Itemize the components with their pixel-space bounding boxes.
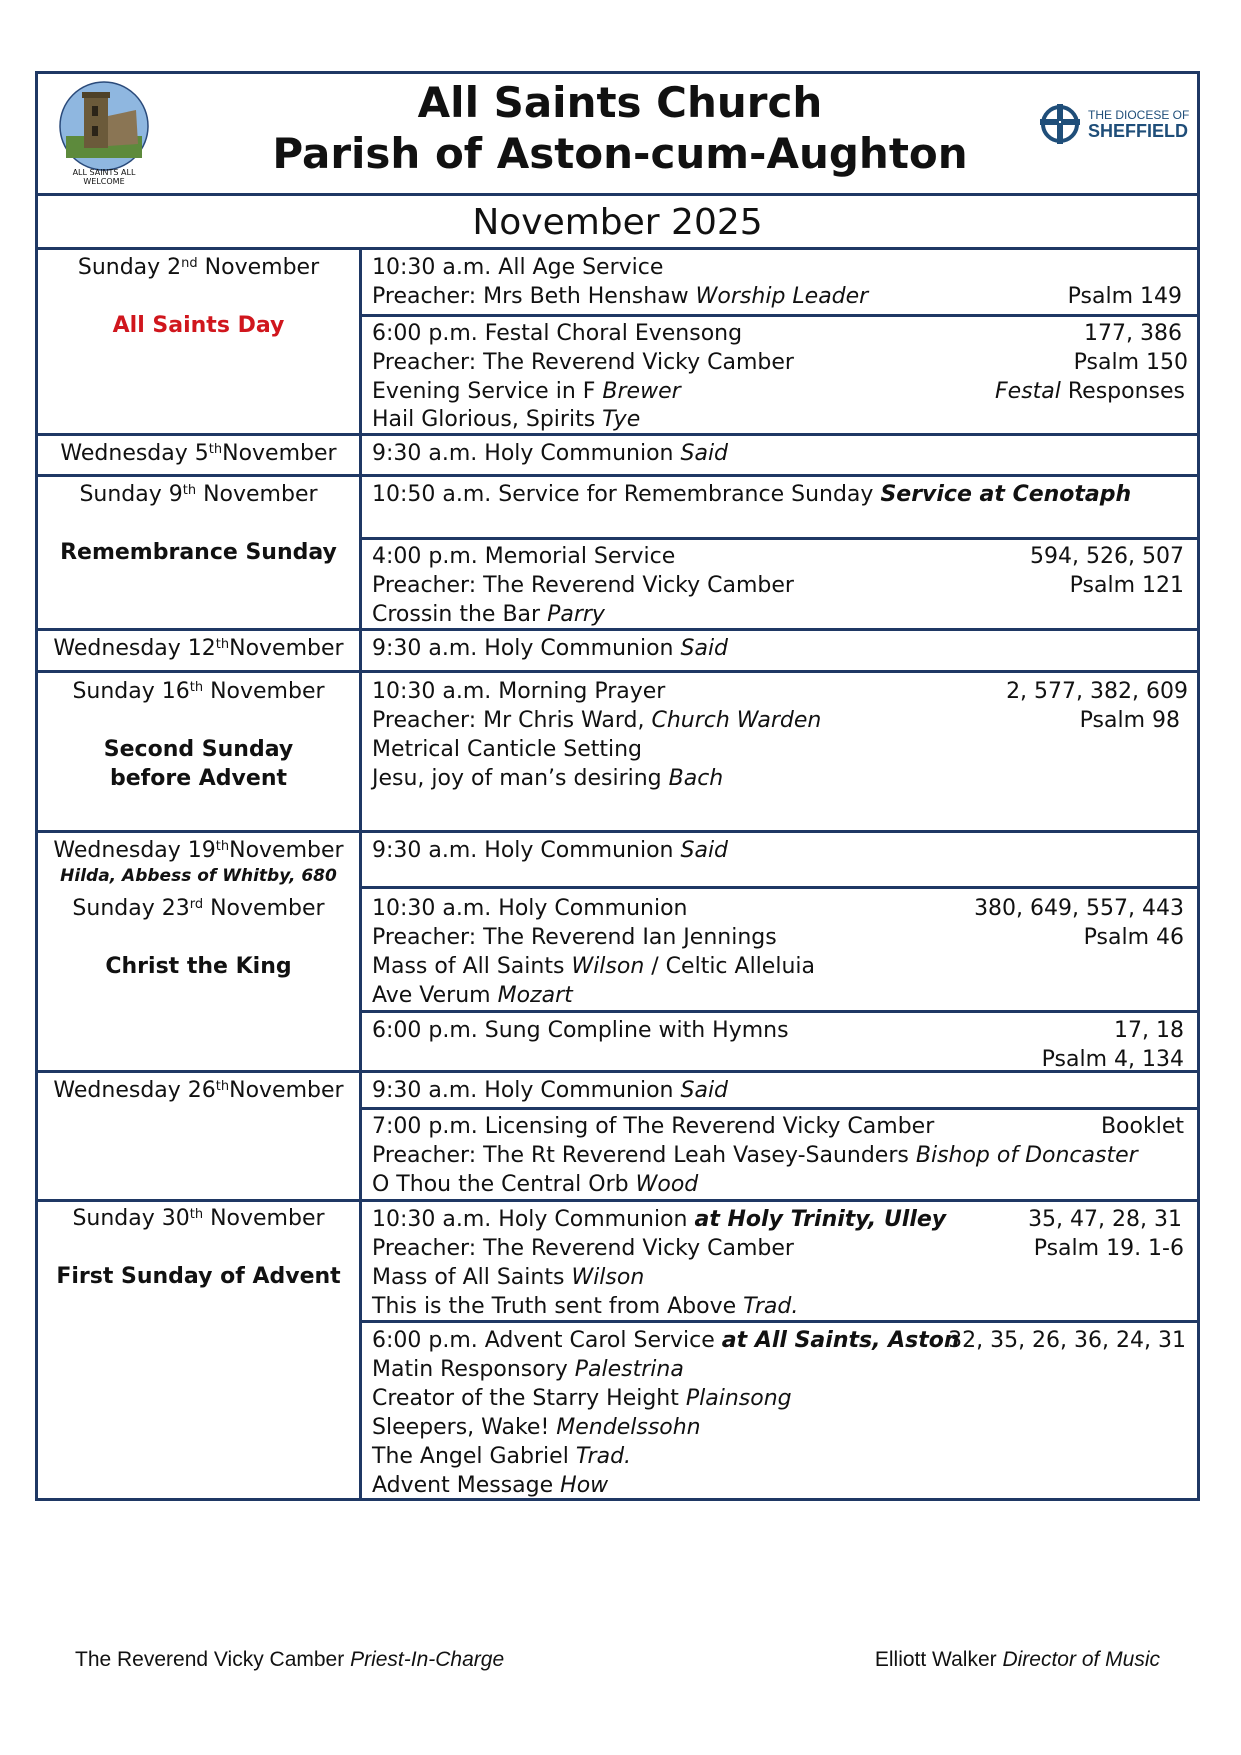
row-divider — [35, 830, 1200, 833]
service-time-title: 10:30 a.m. Holy Communion — [372, 896, 688, 921]
preacher: Preacher: The Reverend Vicky Camber — [372, 1236, 794, 1261]
service-time-title: 10:30 a.m. All Age Service — [372, 255, 664, 280]
psalm: Psalm 19. 1-6 — [1033, 1236, 1184, 1261]
row-divider — [35, 474, 1200, 477]
music-setting: Evening Service in F Brewer — [372, 379, 681, 404]
feast-title: Christ the King — [105, 954, 292, 979]
anthem: O Thou the Central Orb Wood — [372, 1172, 699, 1197]
music-setting: Mass of All Saints Wilson — [372, 1265, 645, 1290]
divider — [35, 247, 1200, 250]
anthem: This is the Truth sent from Above Trad. — [372, 1294, 799, 1319]
feast-title: Second Sunday — [103, 737, 294, 762]
hymn-numbers: 380, 649, 557, 443 — [974, 896, 1184, 921]
preacher: Preacher: The Reverend Ian Jennings — [372, 925, 777, 950]
music-item: The Angel Gabriel Trad. — [372, 1444, 632, 1469]
row-divider — [35, 670, 1200, 673]
anthem: Hail Glorious, Spirits Tye — [372, 407, 641, 432]
music-setting: Mass of All Saints Wilson / Celtic Alleluia — [372, 954, 815, 979]
hymn-numbers: 2, 577, 382, 609 — [1006, 679, 1188, 704]
day-date: Sunday 23rd November — [72, 896, 325, 921]
psalm: Psalm 46 — [1083, 925, 1184, 950]
diocese-line2: SHEFFIELD — [1088, 121, 1189, 141]
service-time-title: 10:50 a.m. Service for Remembrance Sunday Service at Cenotaph — [372, 482, 1132, 507]
day-date: Sunday 9th November — [79, 482, 318, 507]
music-item: Creator of the Starry Height Plainsong — [372, 1386, 792, 1411]
day-date: Sunday 30th November — [72, 1206, 325, 1231]
service-divider — [359, 537, 1200, 540]
service-time-title: 9:30 a.m. Holy Communion Said — [372, 636, 729, 661]
anthem: Ave Verum Mozart — [372, 983, 573, 1008]
day-date: Wednesday 5thNovember — [60, 441, 337, 466]
anthem: Jesu, joy of man’s desiring Bach — [372, 766, 724, 791]
service-time-title: 9:30 a.m. Holy Communion Said — [372, 441, 729, 466]
row-divider — [35, 628, 1200, 631]
music-item: Sleepers, Wake! Mendelssohn — [372, 1415, 701, 1440]
anthem: Crossin the Bar Parry — [372, 602, 605, 627]
service-time-title: 7:00 p.m. Licensing of The Reverend Vicky Camber — [372, 1114, 935, 1139]
diocese-cross-icon — [1038, 102, 1082, 146]
commemoration-note: Hilda, Abbess of Whitby, 680 — [60, 866, 337, 886]
service-time-title: 10:30 a.m. Morning Prayer — [372, 679, 666, 704]
service-time-title: 9:30 a.m. Holy Communion Said — [372, 1078, 729, 1103]
service-divider — [359, 886, 1200, 889]
day-date: Wednesday 19thNovember — [53, 838, 344, 863]
parish-name: Parish of Aston-cum-Aughton — [272, 129, 968, 178]
divider — [35, 193, 1200, 196]
row-divider — [35, 1199, 1200, 1202]
psalm: Psalm 121 — [1069, 573, 1184, 598]
preacher: Preacher: The Reverend Vicky Camber — [372, 350, 794, 375]
music-item: Matin Responsory Palestrina — [372, 1357, 684, 1382]
feast-title: All Saints Day — [112, 313, 285, 338]
psalm: Psalm 149 — [1067, 284, 1182, 309]
hymn-numbers: 594, 526, 507 — [1030, 544, 1184, 569]
church-name: All Saints Church — [417, 78, 823, 127]
footer-music-director: Elliott Walker Director of Music — [874, 1648, 1160, 1671]
day-date: Sunday 16th November — [72, 679, 325, 704]
responses: Festal Responses — [995, 379, 1185, 404]
day-date: Wednesday 26thNovember — [53, 1078, 344, 1103]
feast-title: First Sunday of Advent — [56, 1264, 341, 1289]
psalm: Psalm 4, 134 — [1041, 1047, 1184, 1072]
psalm: Psalm 150 — [1073, 350, 1188, 375]
feast-title: before Advent — [110, 766, 287, 791]
preacher: Preacher: The Reverend Vicky Camber — [372, 573, 794, 598]
service-time-title: 9:30 a.m. Holy Communion Said — [372, 838, 729, 863]
service-time-title: 4:00 p.m. Memorial Service — [372, 544, 676, 569]
service-divider — [359, 314, 1200, 317]
psalm: Psalm 98 — [1079, 708, 1180, 733]
preacher: Preacher: Mr Chris Ward, Church Warden — [372, 708, 822, 733]
month-heading: November 2025 — [472, 202, 763, 243]
church-logo-icon — [58, 80, 150, 172]
music-setting: Metrical Canticle Setting — [372, 737, 643, 762]
feast-title: Remembrance Sunday — [60, 540, 337, 565]
logo-caption: ALL SAINTS ALL WELCOME — [72, 168, 136, 186]
hymn-numbers: 32, 35, 26, 36, 24, 31 — [948, 1328, 1186, 1353]
service-time-title: 10:30 a.m. Holy Communion at Holy Trinity, Ulley — [372, 1207, 947, 1232]
booklet: Booklet — [1100, 1114, 1184, 1139]
day-date: Wednesday 12thNovember — [53, 636, 344, 661]
preacher: Preacher: Mrs Beth Henshaw Worship Leader — [372, 284, 869, 309]
footer-priest: The Reverend Vicky Camber Priest-In-Charge — [75, 1648, 505, 1671]
service-divider — [359, 1010, 1200, 1013]
service-time-title: 6:00 p.m. Sung Compline with Hymns — [372, 1018, 789, 1043]
service-time-title: 6:00 p.m. Advent Carol Service at All Saints, Aston — [372, 1328, 960, 1353]
hymn-numbers: 35, 47, 28, 31 — [1028, 1207, 1182, 1232]
music-item: Advent Message How — [372, 1473, 609, 1498]
diocese-line1: THE DIOCESE OF — [1088, 108, 1190, 122]
hymn-numbers: 17, 18 — [1114, 1018, 1184, 1043]
service-time-title: 6:00 p.m. Festal Choral Evensong — [372, 321, 743, 346]
service-divider — [359, 1107, 1200, 1110]
preacher: Preacher: The Rt Reverend Leah Vasey-Saunders Bishop of Doncaster — [372, 1143, 1138, 1168]
hymn-numbers: 177, 386 — [1084, 321, 1182, 346]
day-date: Sunday 2nd November — [77, 255, 320, 280]
